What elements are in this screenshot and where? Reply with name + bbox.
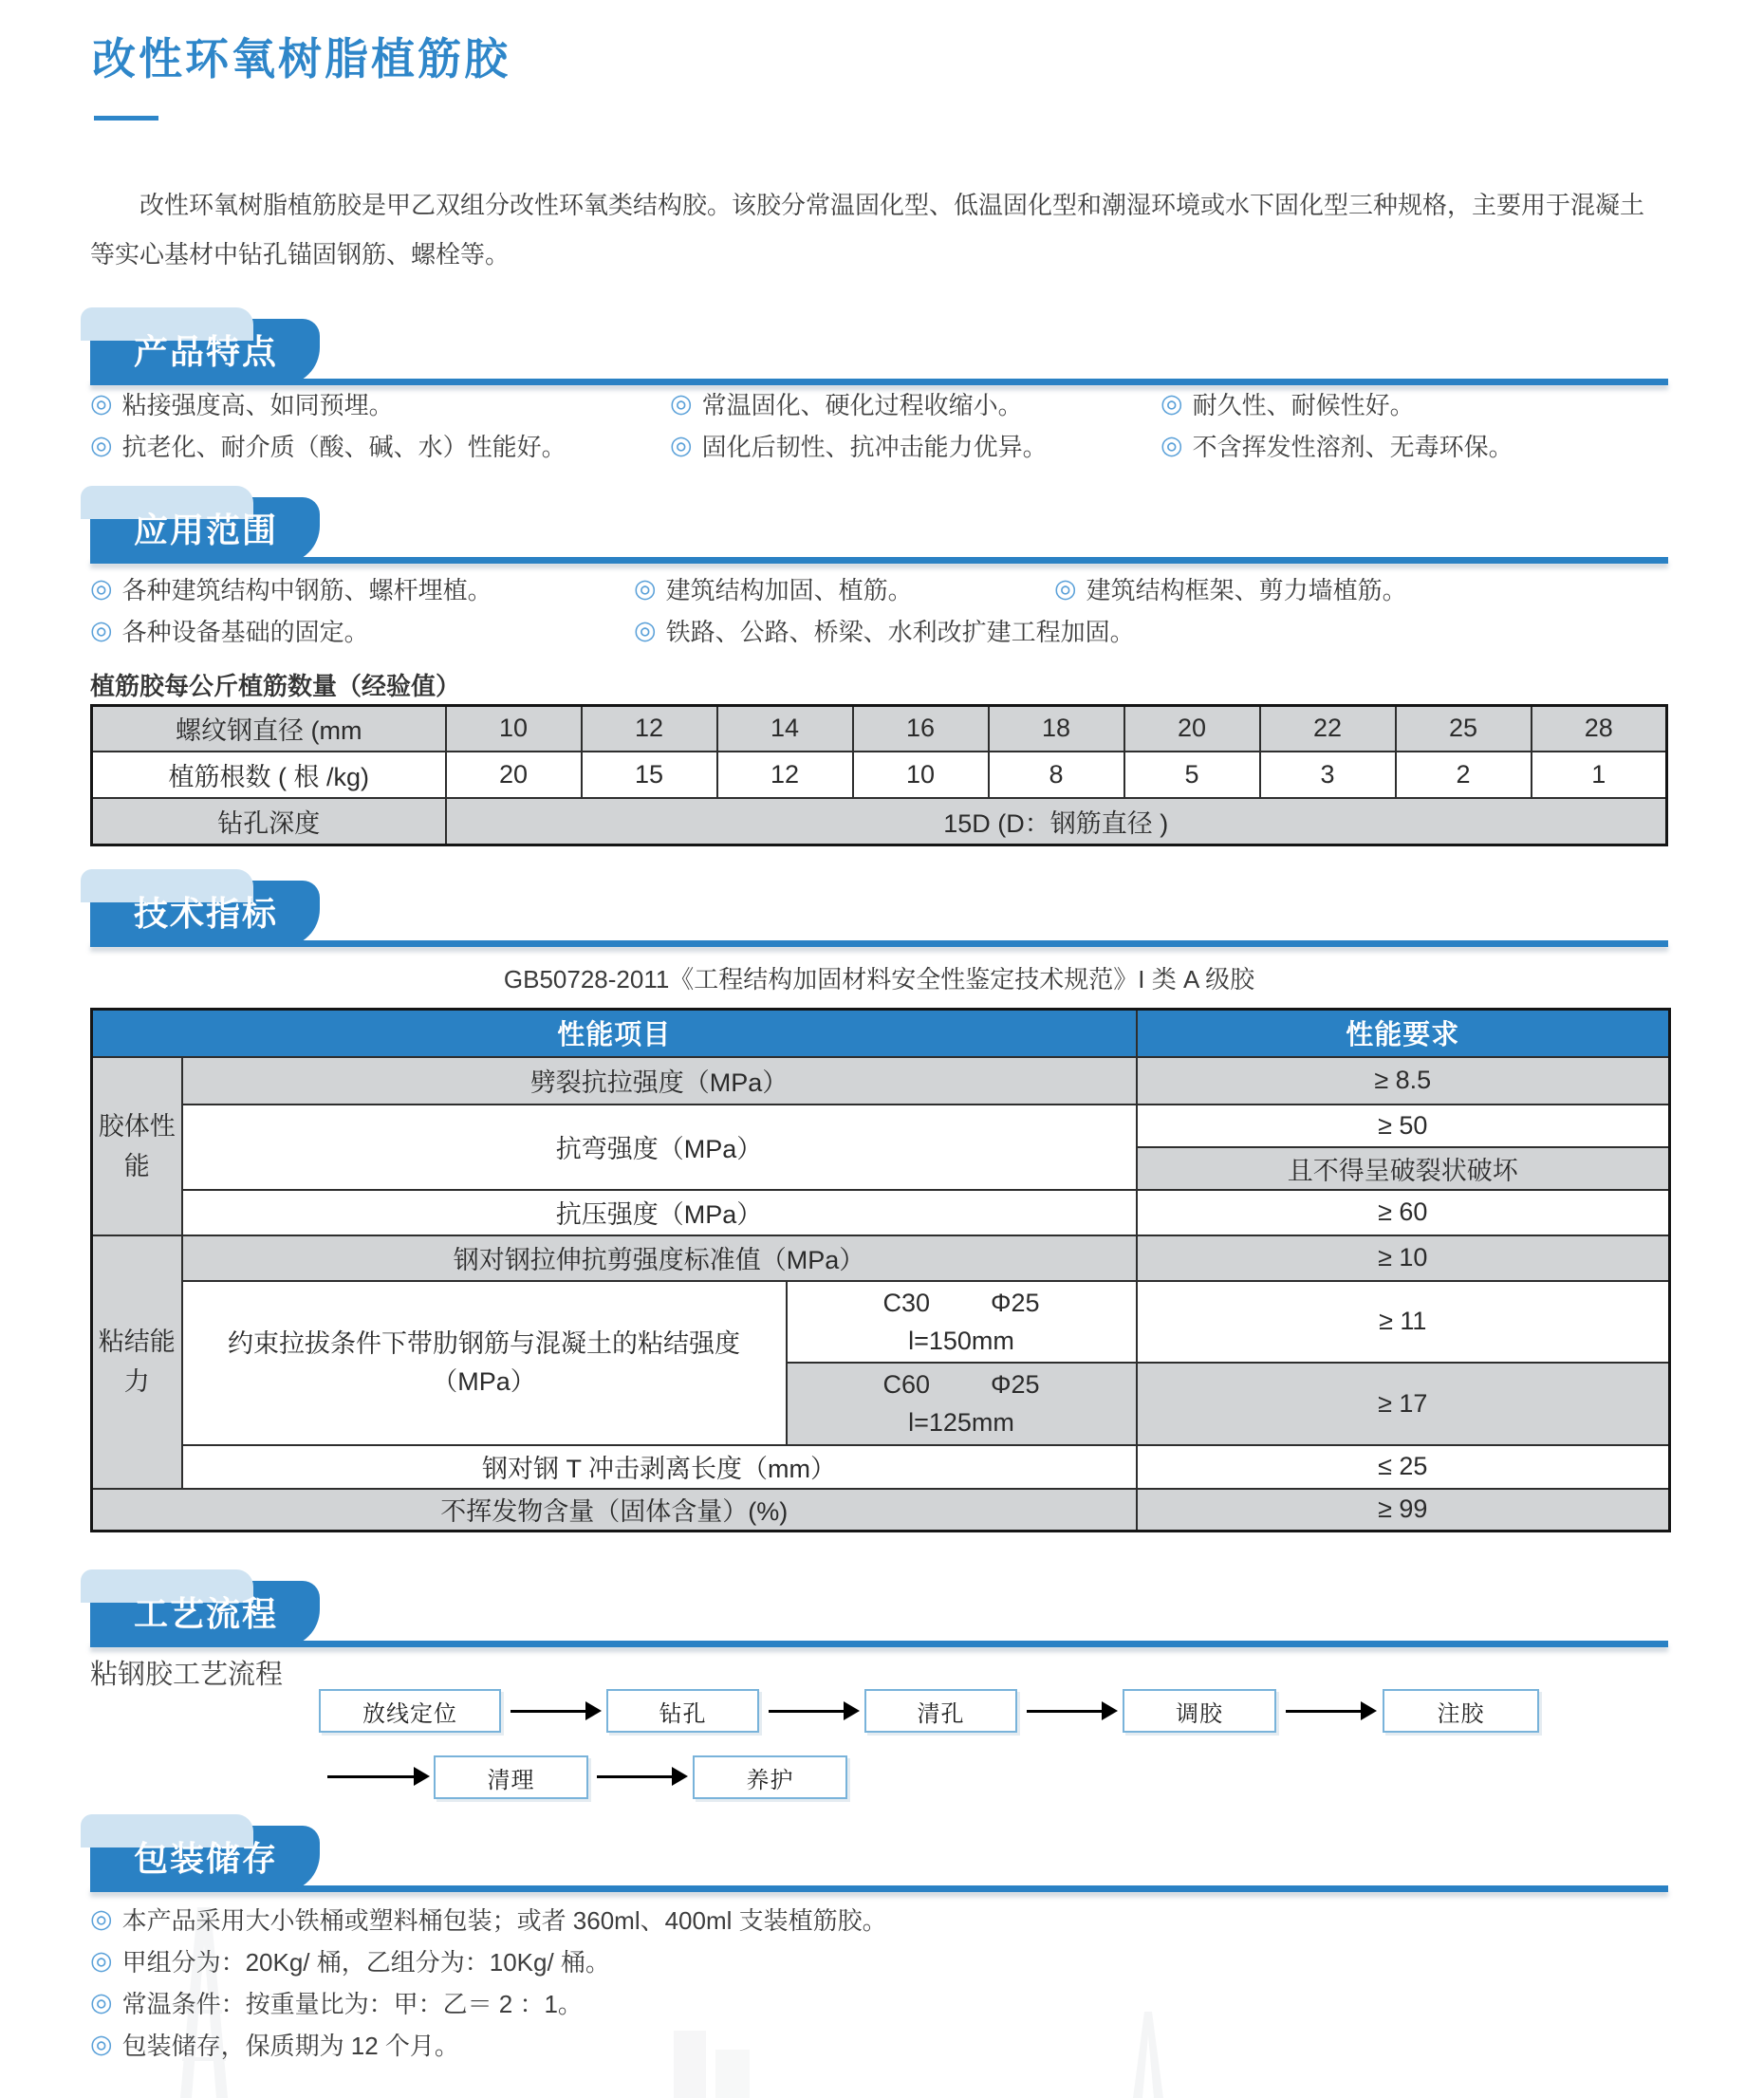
list-item [90, 386, 670, 421]
table-header-row [92, 1010, 1670, 1057]
requirement-cell: ≥ 8.5 [1137, 1057, 1670, 1105]
row-label-cell: 螺纹钢直径 (mm [92, 706, 446, 752]
flow-arrow-icon [1286, 1710, 1362, 1713]
table-row [92, 798, 1667, 845]
list-item [90, 2023, 1668, 2065]
feature-text: 固化后韧性、抗冲击能力优异。 [701, 432, 1048, 461]
table-cell: 20 [1124, 706, 1260, 752]
flow-step-clean-hole: 清孔 [864, 1689, 1017, 1733]
double-circle-bullet-icon: ◎ [634, 573, 657, 603]
double-circle-bullet-icon: ◎ [1161, 388, 1183, 418]
requirement-cell: ≥ 11 [1137, 1281, 1670, 1363]
requirement-cell: ≥ 17 [1137, 1363, 1670, 1445]
double-circle-bullet-icon: ◎ [90, 1903, 113, 1933]
features-bullet-list [90, 382, 1668, 466]
double-circle-bullet-icon: ◎ [90, 388, 113, 418]
rebar-diameter: Φ25 [990, 1370, 1040, 1399]
table-row [92, 1235, 1670, 1281]
section-rule [90, 1641, 1668, 1647]
requirement-cell: ≥ 50 [1137, 1105, 1670, 1147]
table-cell: 18 [989, 706, 1124, 752]
requirement-cell: ≤ 25 [1137, 1445, 1670, 1489]
column-header-item: 性能项目 [92, 1010, 1137, 1057]
applications-row-2 [90, 609, 1668, 651]
section-header-specs [90, 881, 1668, 947]
table-row [92, 752, 1667, 798]
features-row-1 [90, 382, 1668, 424]
application-text: 各种设备基础的固定。 [121, 617, 369, 646]
double-circle-bullet-icon: ◎ [670, 388, 693, 418]
flow-step-mix-adhesive: 调胶 [1123, 1689, 1276, 1733]
table-row [92, 706, 1667, 752]
list-item [90, 613, 634, 648]
feature-text: 粘接强度高、如同预埋。 [121, 390, 394, 419]
list-item [90, 1940, 1668, 1981]
rebar-quantity-table [90, 704, 1668, 846]
section-header-process [90, 1581, 1668, 1647]
packaging-text: 甲组分为：20Kg/ 桶，乙组分为：10Kg/ 桶。 [121, 1947, 610, 1977]
table-cell: 15 [582, 752, 717, 798]
property-cell: 抗压强度（MPa） [182, 1190, 1137, 1235]
concrete-grade: C30 [882, 1288, 930, 1317]
property-line-1: 约束拉拔条件下带肋钢筋与混凝土的粘结强度 [228, 1329, 740, 1358]
table-cell: 25 [1396, 706, 1532, 752]
requirement-cell: 且不得呈破裂状破坏 [1137, 1147, 1670, 1190]
section-tab-features: 产品特点 [90, 319, 320, 385]
section-tab-applications: 应用范围 [90, 497, 320, 564]
condition-cell [787, 1281, 1137, 1363]
requirement-cell: ≥ 60 [1137, 1190, 1670, 1235]
table-row [92, 1489, 1670, 1532]
condition-line-1 [788, 1365, 1136, 1403]
feature-text: 耐久性、耐候性好。 [1192, 390, 1415, 419]
double-circle-bullet-icon: ◎ [90, 1987, 113, 2016]
table-cell: 14 [717, 706, 853, 752]
feature-text: 不含挥发性溶剂、无毒环保。 [1192, 432, 1513, 461]
packaging-text: 常温条件：按重量比为：甲：乙＝ 2 ：1。 [121, 1989, 583, 2018]
watermark-building [664, 2021, 759, 2098]
table-cell: 1 [1532, 752, 1667, 798]
list-item [670, 386, 1161, 421]
property-cell [182, 1281, 787, 1445]
flow-step-drill: 钻孔 [606, 1689, 759, 1733]
column-header-requirement: 性能要求 [1137, 1010, 1670, 1057]
intro-paragraph [90, 180, 1673, 279]
property-cell: 钢对钢 T 冲击剥离长度（mm） [182, 1445, 1137, 1489]
table-cell: 3 [1260, 752, 1396, 798]
page-title: 改性环氧树脂植筋胶 [92, 34, 511, 84]
list-item [670, 428, 1161, 463]
application-text: 建筑结构框架、剪力墙植筋。 [1086, 575, 1407, 604]
list-item [634, 571, 1054, 606]
embed-length: l=125mm [908, 1408, 1014, 1437]
packaging-text: 包装储存，保质期为 12 个月。 [121, 2031, 459, 2060]
list-item [90, 571, 634, 606]
flow-step-cleanup: 清理 [434, 1755, 588, 1799]
row-label-cell: 钻孔深度 [92, 798, 446, 845]
table-row [92, 1281, 1670, 1363]
double-circle-bullet-icon: ◎ [90, 2029, 113, 2058]
feature-text: 抗老化、耐介质（酸、碱、水）性能好。 [121, 432, 566, 461]
section-header-applications [90, 497, 1668, 564]
applications-bullet-list [90, 567, 1668, 651]
table-row [92, 1057, 1670, 1105]
list-item [634, 613, 1135, 648]
application-text: 建筑结构加固、植筋。 [665, 575, 913, 604]
double-circle-bullet-icon: ◎ [90, 615, 113, 644]
property-cell: 抗弯强度（MPa） [182, 1105, 1137, 1190]
flow-arrow-icon [1027, 1710, 1103, 1713]
concrete-grade: C60 [882, 1370, 930, 1399]
table-cell: 10 [853, 752, 989, 798]
flow-arrow-icon [597, 1775, 673, 1778]
property-cell: 劈裂抗拉强度（MPa） [182, 1057, 1137, 1105]
embed-length: l=150mm [908, 1326, 1014, 1355]
intro-line-2: 等实心基材中钻孔锚固钢筋、螺栓等。 [90, 240, 511, 269]
list-item [90, 1898, 1668, 1940]
process-subtitle: 粘钢胶工艺流程 [90, 1660, 284, 1690]
double-circle-bullet-icon: ◎ [1054, 573, 1077, 603]
rebar-diameter: Φ25 [990, 1288, 1040, 1317]
table-cell: 8 [989, 752, 1124, 798]
table-cell: 20 [446, 752, 582, 798]
flow-step-layout: 放线定位 [319, 1689, 501, 1733]
section-header-packaging [90, 1826, 1668, 1892]
section-rule [90, 557, 1668, 564]
packaging-bullet-list [90, 1898, 1668, 2065]
table-cell: 12 [717, 752, 853, 798]
table-cell: 16 [853, 706, 989, 752]
requirement-cell: ≥ 99 [1137, 1489, 1670, 1532]
feature-text: 常温固化、硬化过程收缩小。 [701, 390, 1023, 419]
list-item [1054, 571, 1407, 606]
features-row-2 [90, 424, 1668, 466]
group-cell: 粘结能力 [92, 1235, 182, 1489]
double-circle-bullet-icon: ◎ [90, 430, 113, 459]
table-cell: 22 [1260, 706, 1396, 752]
table-cell: 2 [1396, 752, 1532, 798]
section-tab-packaging: 包装储存 [90, 1826, 320, 1892]
table-cell: 15D (D：钢筋直径 ) [446, 798, 1667, 845]
application-text: 铁路、公路、桥梁、水利改扩建工程加固。 [665, 617, 1135, 646]
double-circle-bullet-icon: ◎ [90, 573, 113, 603]
watermark-spire [1120, 2012, 1177, 2098]
double-circle-bullet-icon: ◎ [670, 430, 693, 459]
rebar-table-caption: 植筋胶每公斤植筋数量（经验值） [90, 672, 461, 700]
table-cell: 5 [1124, 752, 1260, 798]
packaging-text: 本产品采用大小铁桶或塑料桶包装；或者 360ml、400ml 支装植筋胶。 [121, 1905, 887, 1935]
section-tab-specs: 技术指标 [90, 881, 320, 947]
standard-reference: GB50728-2011《工程结构加固材料安全性鉴定技术规范》I 类 A 级胶 [503, 965, 1255, 993]
section-rule [90, 940, 1668, 947]
double-circle-bullet-icon: ◎ [634, 615, 657, 644]
double-circle-bullet-icon: ◎ [90, 1945, 113, 1975]
double-circle-bullet-icon: ◎ [1161, 430, 1183, 459]
section-tab-process: 工艺流程 [90, 1581, 320, 1647]
table-row [92, 1105, 1670, 1147]
table-cell: 12 [582, 706, 717, 752]
list-item [1161, 386, 1415, 421]
section-rule [90, 1885, 1668, 1892]
property-line-2: （MPa） [432, 1367, 536, 1396]
technical-specs-table [90, 1008, 1671, 1532]
condition-line-1 [788, 1284, 1136, 1322]
property-cell: 钢对钢拉伸抗剪强度标准值（MPa） [182, 1235, 1137, 1281]
flow-step-inject: 注胶 [1383, 1689, 1539, 1733]
table-cell: 28 [1532, 706, 1667, 752]
flow-arrow-icon [769, 1710, 845, 1713]
section-header-features [90, 319, 1668, 385]
row-label-cell: 植筋根数 ( 根 /kg) [92, 752, 446, 798]
flow-arrow-icon [511, 1710, 586, 1713]
property-cell: 不挥发物含量（固体含量）(%) [92, 1489, 1137, 1532]
group-cell: 胶体性能 [92, 1057, 182, 1235]
list-item [90, 1981, 1668, 2023]
flow-arrow-icon [327, 1775, 415, 1778]
table-row [92, 1190, 1670, 1235]
list-item [1161, 428, 1513, 463]
intro-line-1: 改性环氧树脂植筋胶是甲乙双组分改性环氧类结构胶。该胶分常温固化型、低温固化型和潮湿环境或水下固化型三种规格，主要用于混凝土 [139, 191, 1645, 219]
table-row [92, 1445, 1670, 1489]
condition-cell [787, 1363, 1137, 1445]
requirement-cell: ≥ 10 [1137, 1235, 1670, 1281]
table-cell: 10 [446, 706, 582, 752]
list-item [90, 428, 670, 463]
flow-step-cure: 养护 [693, 1755, 847, 1799]
application-text: 各种建筑结构中钢筋、螺杆埋植。 [121, 575, 492, 604]
applications-row-1 [90, 567, 1668, 609]
title-underline [94, 116, 158, 121]
watermark-tower [161, 1907, 247, 2098]
